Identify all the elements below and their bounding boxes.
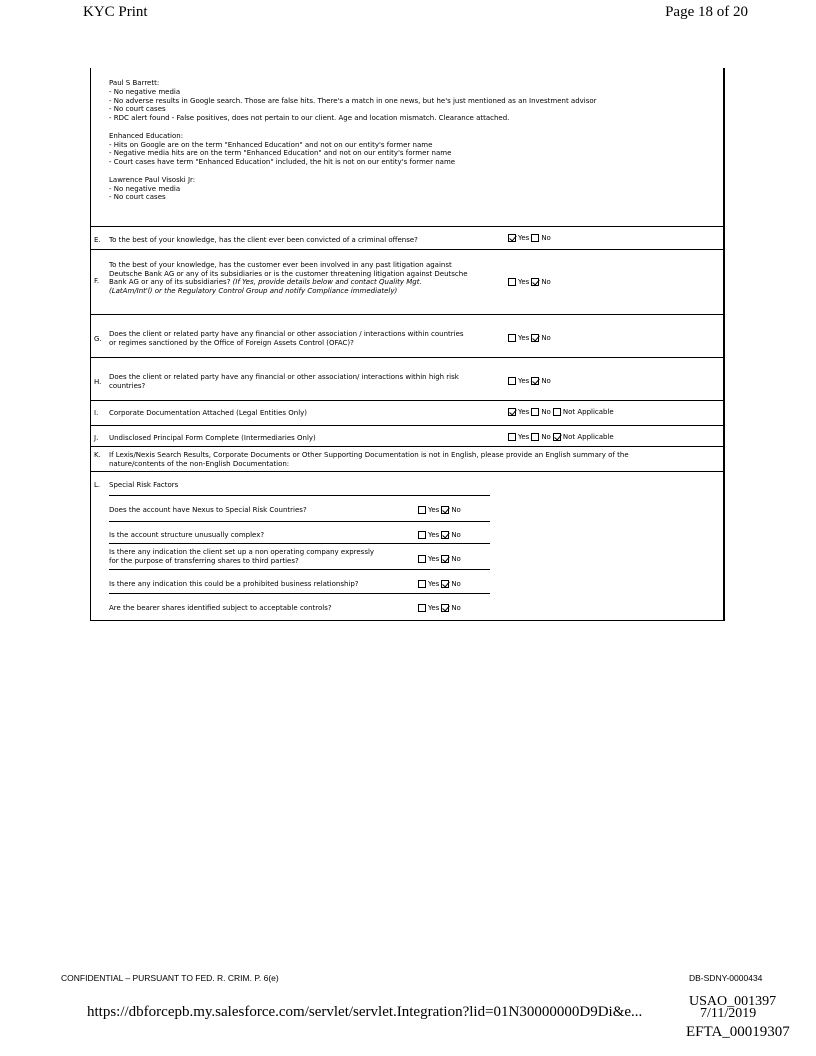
question-j-label: J. <box>94 434 99 442</box>
yes-label: Yes <box>518 408 530 416</box>
yes-label: Yes <box>428 604 440 612</box>
question-f-line: Deutsche Bank AG or any of its subsidiaries or is the customer threatening litigation against Deutsche <box>109 269 468 278</box>
question-e-answer <box>506 234 551 242</box>
checkbox-no[interactable] <box>441 531 449 539</box>
yes-label: Yes <box>428 506 440 514</box>
question-h-line: countries? <box>109 381 146 390</box>
yes-label: Yes <box>518 377 530 385</box>
risk-factor-text <box>109 548 374 565</box>
note-line <box>109 123 597 132</box>
yes-label: Yes <box>518 433 530 441</box>
question-g-line: Does the client or related party have any financial or other association / interactions within countries <box>109 330 464 338</box>
efta-number: EFTA_00019307 <box>686 1024 790 1040</box>
row-divider <box>109 593 490 594</box>
checkbox-no[interactable] <box>531 334 539 342</box>
note-line: - No negative media <box>109 87 181 96</box>
checkbox-yes[interactable] <box>508 278 516 286</box>
question-f-text <box>109 261 468 295</box>
checkbox-yes[interactable] <box>418 531 426 539</box>
row-divider <box>109 543 490 544</box>
no-label: No <box>541 433 551 441</box>
question-l-label: L. <box>94 481 101 489</box>
no-label: No <box>541 334 551 342</box>
risk-factor-answer <box>416 604 461 612</box>
checkbox-not-applicable[interactable] <box>553 408 561 416</box>
yes-label: Yes <box>518 234 530 242</box>
question-e-text: To the best of your knowledge, has the client ever been convicted of a criminal offense? <box>109 236 418 244</box>
yes-label: Yes <box>428 555 440 563</box>
print-title: KYC Print <box>83 4 148 20</box>
row-divider <box>91 425 724 426</box>
question-i-label: I. <box>94 409 99 417</box>
checkbox-yes[interactable] <box>508 234 516 242</box>
question-f-answer <box>506 278 551 286</box>
checkbox-no[interactable] <box>531 234 539 242</box>
no-label: No <box>541 234 551 242</box>
not-applicable-label: Not Applicable <box>562 408 614 416</box>
checkbox-no[interactable] <box>441 506 449 514</box>
question-h-text <box>109 373 459 390</box>
question-g-text <box>109 330 464 347</box>
no-label: No <box>541 377 551 385</box>
not-applicable-label: Not Applicable <box>562 433 614 441</box>
source-url[interactable]: https://dbforcepb.my.salesforce.com/servlet/servlet.Integration?lid=01N30000000D9Di&e... <box>87 1004 643 1020</box>
no-label: No <box>451 580 461 588</box>
note-line: - No court cases <box>109 193 166 202</box>
bates-number: DB-SDNY-0000434 <box>689 973 763 983</box>
note-line: Lawrence Paul Visoski Jr: <box>109 175 196 184</box>
checkbox-yes[interactable] <box>418 506 426 514</box>
confidentiality-notice: CONFIDENTIAL – PURSUANT TO FED. R. CRIM. P. 6(e) <box>61 973 279 983</box>
checkbox-yes[interactable] <box>508 408 516 416</box>
question-i-answer <box>506 408 614 416</box>
risk-factor-answer <box>416 506 461 514</box>
yes-label: Yes <box>518 278 530 286</box>
kyc-form <box>90 68 725 621</box>
row-divider <box>109 495 490 496</box>
question-k-line: nature/contents of the non-English Documentation: <box>109 459 290 468</box>
question-h-answer <box>506 377 551 385</box>
no-label: No <box>541 278 551 286</box>
usao-number: USAO_001397 <box>689 994 777 1009</box>
checkbox-yes[interactable] <box>508 377 516 385</box>
risk-factor-text: Are the bearer shares identified subject to acceptable controls? <box>109 604 332 612</box>
note-line: - Negative media hits are on the term "Enhanced Education" and not on our entity's former name <box>109 149 452 158</box>
risk-factor-answer <box>416 580 461 588</box>
yes-label: Yes <box>428 531 440 539</box>
note-line: Enhanced Education: <box>109 131 184 140</box>
row-divider <box>91 226 724 227</box>
note-line: - Court cases have term "Enhanced Education" included, the hit is not on our entity's former name <box>109 158 456 167</box>
question-k-label: K. <box>94 451 101 459</box>
question-f-line: To the best of your knowledge, has the customer ever been involved in any past litigation against <box>109 261 452 269</box>
special-risk-factors-heading: Special Risk Factors <box>109 481 179 489</box>
risk-factor-answer <box>416 531 461 539</box>
row-divider <box>109 569 490 570</box>
print-date: 7/11/2019 <box>700 1006 757 1021</box>
page-number: Page 18 of 20 <box>665 4 748 20</box>
question-f-instruction-cont: (LatAm/Int'l) or the Regulatory Control Group and notify Compliance immediately) <box>109 286 398 295</box>
note-line: - RDC alert found - False positives, does not pertain to our client. Age and location mismatch. Clearance attached. <box>109 114 510 123</box>
row-divider <box>91 249 724 250</box>
row-divider <box>91 446 724 447</box>
question-f-line <box>109 278 468 287</box>
risk-factor-answer <box>416 555 461 563</box>
checkbox-yes[interactable] <box>418 604 426 612</box>
question-f-instruction: (If Yes, provide details below and contact Quality Mgt. <box>232 278 422 287</box>
search-notes <box>109 79 597 202</box>
risk-factor-text: Does the account have Nexus to Special Risk Countries? <box>109 506 307 514</box>
risk-factor-line: Is there any indication the client set up a non operating company expressly <box>109 548 375 556</box>
question-j-text: Undisclosed Principal Form Complete (Intermediaries Only) <box>109 434 316 442</box>
question-g-label: G. <box>94 335 102 343</box>
no-label: No <box>541 408 551 416</box>
risk-factor-line: for the purpose of transferring shares to third parties? <box>109 556 299 565</box>
checkbox-no[interactable] <box>441 555 449 563</box>
question-e-label: E. <box>94 236 101 244</box>
checkbox-yes[interactable] <box>418 580 426 588</box>
no-label: No <box>451 604 461 612</box>
question-g-line: or regimes sanctioned by the Office of Foreign Assets Control (OFAC)? <box>109 338 354 347</box>
checkbox-yes[interactable] <box>508 334 516 342</box>
question-g-answer <box>506 334 551 342</box>
yes-label: Yes <box>428 580 440 588</box>
note-line: - No adverse results in Google search. Those are false hits. There's a match in one news, but he's just mentioned as an Investment advisor <box>109 96 597 105</box>
question-k-line: If Lexis/Nexis Search Results, Corporate Documents or Other Supporting Documentation is not in English, please provide an English summary of the <box>109 451 629 459</box>
question-k-text <box>109 451 629 468</box>
risk-factor-text: Is the account structure unusually complex? <box>109 531 265 539</box>
question-h-label: H. <box>94 378 102 386</box>
note-line: - Hits on Google are on the term "Enhanced Education" and not on our entity's former name <box>109 140 433 149</box>
checkbox-not-applicable[interactable] <box>553 433 561 441</box>
checkbox-yes[interactable] <box>418 555 426 563</box>
checkbox-no[interactable] <box>531 408 539 416</box>
checkbox-no[interactable] <box>441 604 449 612</box>
checkbox-yes[interactable] <box>508 433 516 441</box>
no-label: No <box>451 531 461 539</box>
question-f-label: F. <box>94 277 100 285</box>
risk-factor-text: Is there any indication this could be a prohibited business relationship? <box>109 580 359 588</box>
checkbox-no[interactable] <box>531 377 539 385</box>
question-f-line-main: Bank AG or any of its subsidiaries? <box>109 278 231 287</box>
question-h-line: Does the client or related party have any financial or other association/ interactions within high risk <box>109 373 459 381</box>
row-divider <box>91 471 724 472</box>
question-j-answer <box>506 433 614 441</box>
row-divider <box>91 314 724 315</box>
checkbox-no[interactable] <box>441 580 449 588</box>
note-line: Paul S Barrett: <box>109 79 160 87</box>
no-label: No <box>451 506 461 514</box>
row-divider <box>91 357 724 358</box>
checkbox-no[interactable] <box>531 278 539 286</box>
question-i-text: Corporate Documentation Attached (Legal Entities Only) <box>109 409 308 417</box>
note-line: - No court cases <box>109 105 166 114</box>
note-line: - No negative media <box>109 184 181 193</box>
checkbox-no[interactable] <box>531 433 539 441</box>
note-line <box>109 167 597 176</box>
yes-label: Yes <box>518 334 530 342</box>
no-label: No <box>451 555 461 563</box>
row-divider <box>109 521 490 522</box>
row-divider <box>91 400 724 401</box>
